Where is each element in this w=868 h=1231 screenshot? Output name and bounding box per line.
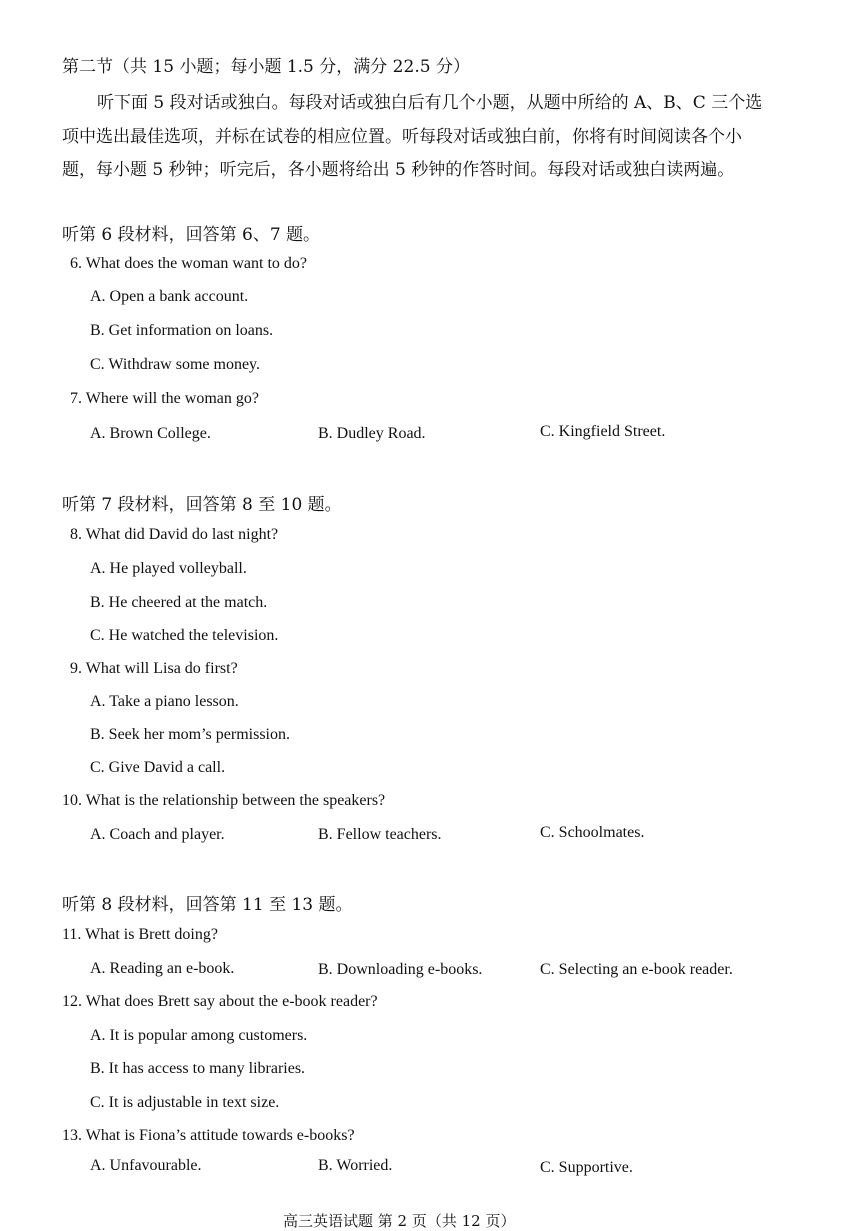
question-7: 7. Where will the woman go?	[70, 390, 259, 407]
question-11: 11. What is Brett doing?	[62, 926, 218, 943]
q10-option-a: A. Coach and player.	[90, 826, 225, 843]
section-title-7: 听第 7 段材料，回答第 8 至 10 题。	[62, 495, 342, 515]
question-13: 13. What is Fiona’s attitude towards e-books?	[62, 1127, 355, 1144]
section-title-8: 听第 8 段材料，回答第 11 至 13 题。	[62, 895, 353, 915]
q9-option-a: A. Take a piano lesson.	[90, 693, 239, 710]
q9-option-b: B. Seek her mom’s permission.	[90, 726, 290, 743]
q11-option-c: C. Selecting an e-book reader.	[540, 961, 733, 978]
question-8: 8. What did David do last night?	[70, 526, 279, 543]
q12-option-a: A. It is popular among customers.	[90, 1027, 308, 1044]
section-header: 第二节（共 15 小题；每小题 1.5 分，满分 22.5 分）	[62, 57, 470, 77]
page-footer: 高三英语试题 第 2 页（共 12 页）	[283, 1212, 516, 1230]
q9-option-c: C. Give David a call.	[90, 759, 226, 776]
q8-option-a: A. He played volleyball.	[90, 560, 247, 577]
q13-option-b: B. Worried.	[318, 1157, 393, 1174]
q10-option-c: C. Schoolmates.	[540, 824, 645, 841]
instruction-line-2: 项中选出最佳选项，并标在试卷的相应位置。听每段对话或独白前，你将有时间阅读各个小	[62, 127, 742, 147]
question-10: 10. What is the relationship between the speakers?	[62, 792, 386, 809]
q13-option-c: C. Supportive.	[540, 1159, 633, 1176]
q6-option-c: C. Withdraw some money.	[90, 356, 260, 373]
q11-option-a: A. Reading an e-book.	[90, 960, 235, 977]
instruction-line-3: 题，每小题 5 秒钟；听完后，各小题将给出 5 秒钟的作答时间。每段对话或独白读两遍。	[62, 160, 735, 180]
instruction-line-1: 听下面 5 段对话或独白。每段对话或独白后有几个小题，从题中所给的 A、B、C 三个选	[97, 93, 763, 113]
q13-option-a: A. Unfavourable.	[90, 1157, 202, 1174]
q7-option-a: A. Brown College.	[90, 425, 211, 442]
q8-option-b: B. He cheered at the match.	[90, 594, 268, 611]
question-12: 12. What does Brett say about the e-book reader?	[62, 993, 378, 1010]
q12-option-c: C. It is adjustable in text size.	[90, 1094, 280, 1111]
q8-option-c: C. He watched the television.	[90, 627, 279, 644]
q7-option-c: C. Kingfield Street.	[540, 423, 666, 440]
section-title-6: 听第 6 段材料，回答第 6、7 题。	[62, 225, 321, 245]
question-9: 9. What will Lisa do first?	[70, 660, 238, 677]
q12-option-b: B. It has access to many libraries.	[90, 1060, 306, 1077]
q6-option-b: B. Get information on loans.	[90, 322, 274, 339]
q6-option-a: A. Open a bank account.	[90, 288, 249, 305]
q10-option-b: B. Fellow teachers.	[318, 826, 442, 843]
q7-option-b: B. Dudley Road.	[318, 425, 426, 442]
q11-option-b: B. Downloading e-books.	[318, 961, 483, 978]
question-6: 6. What does the woman want to do?	[70, 255, 307, 272]
